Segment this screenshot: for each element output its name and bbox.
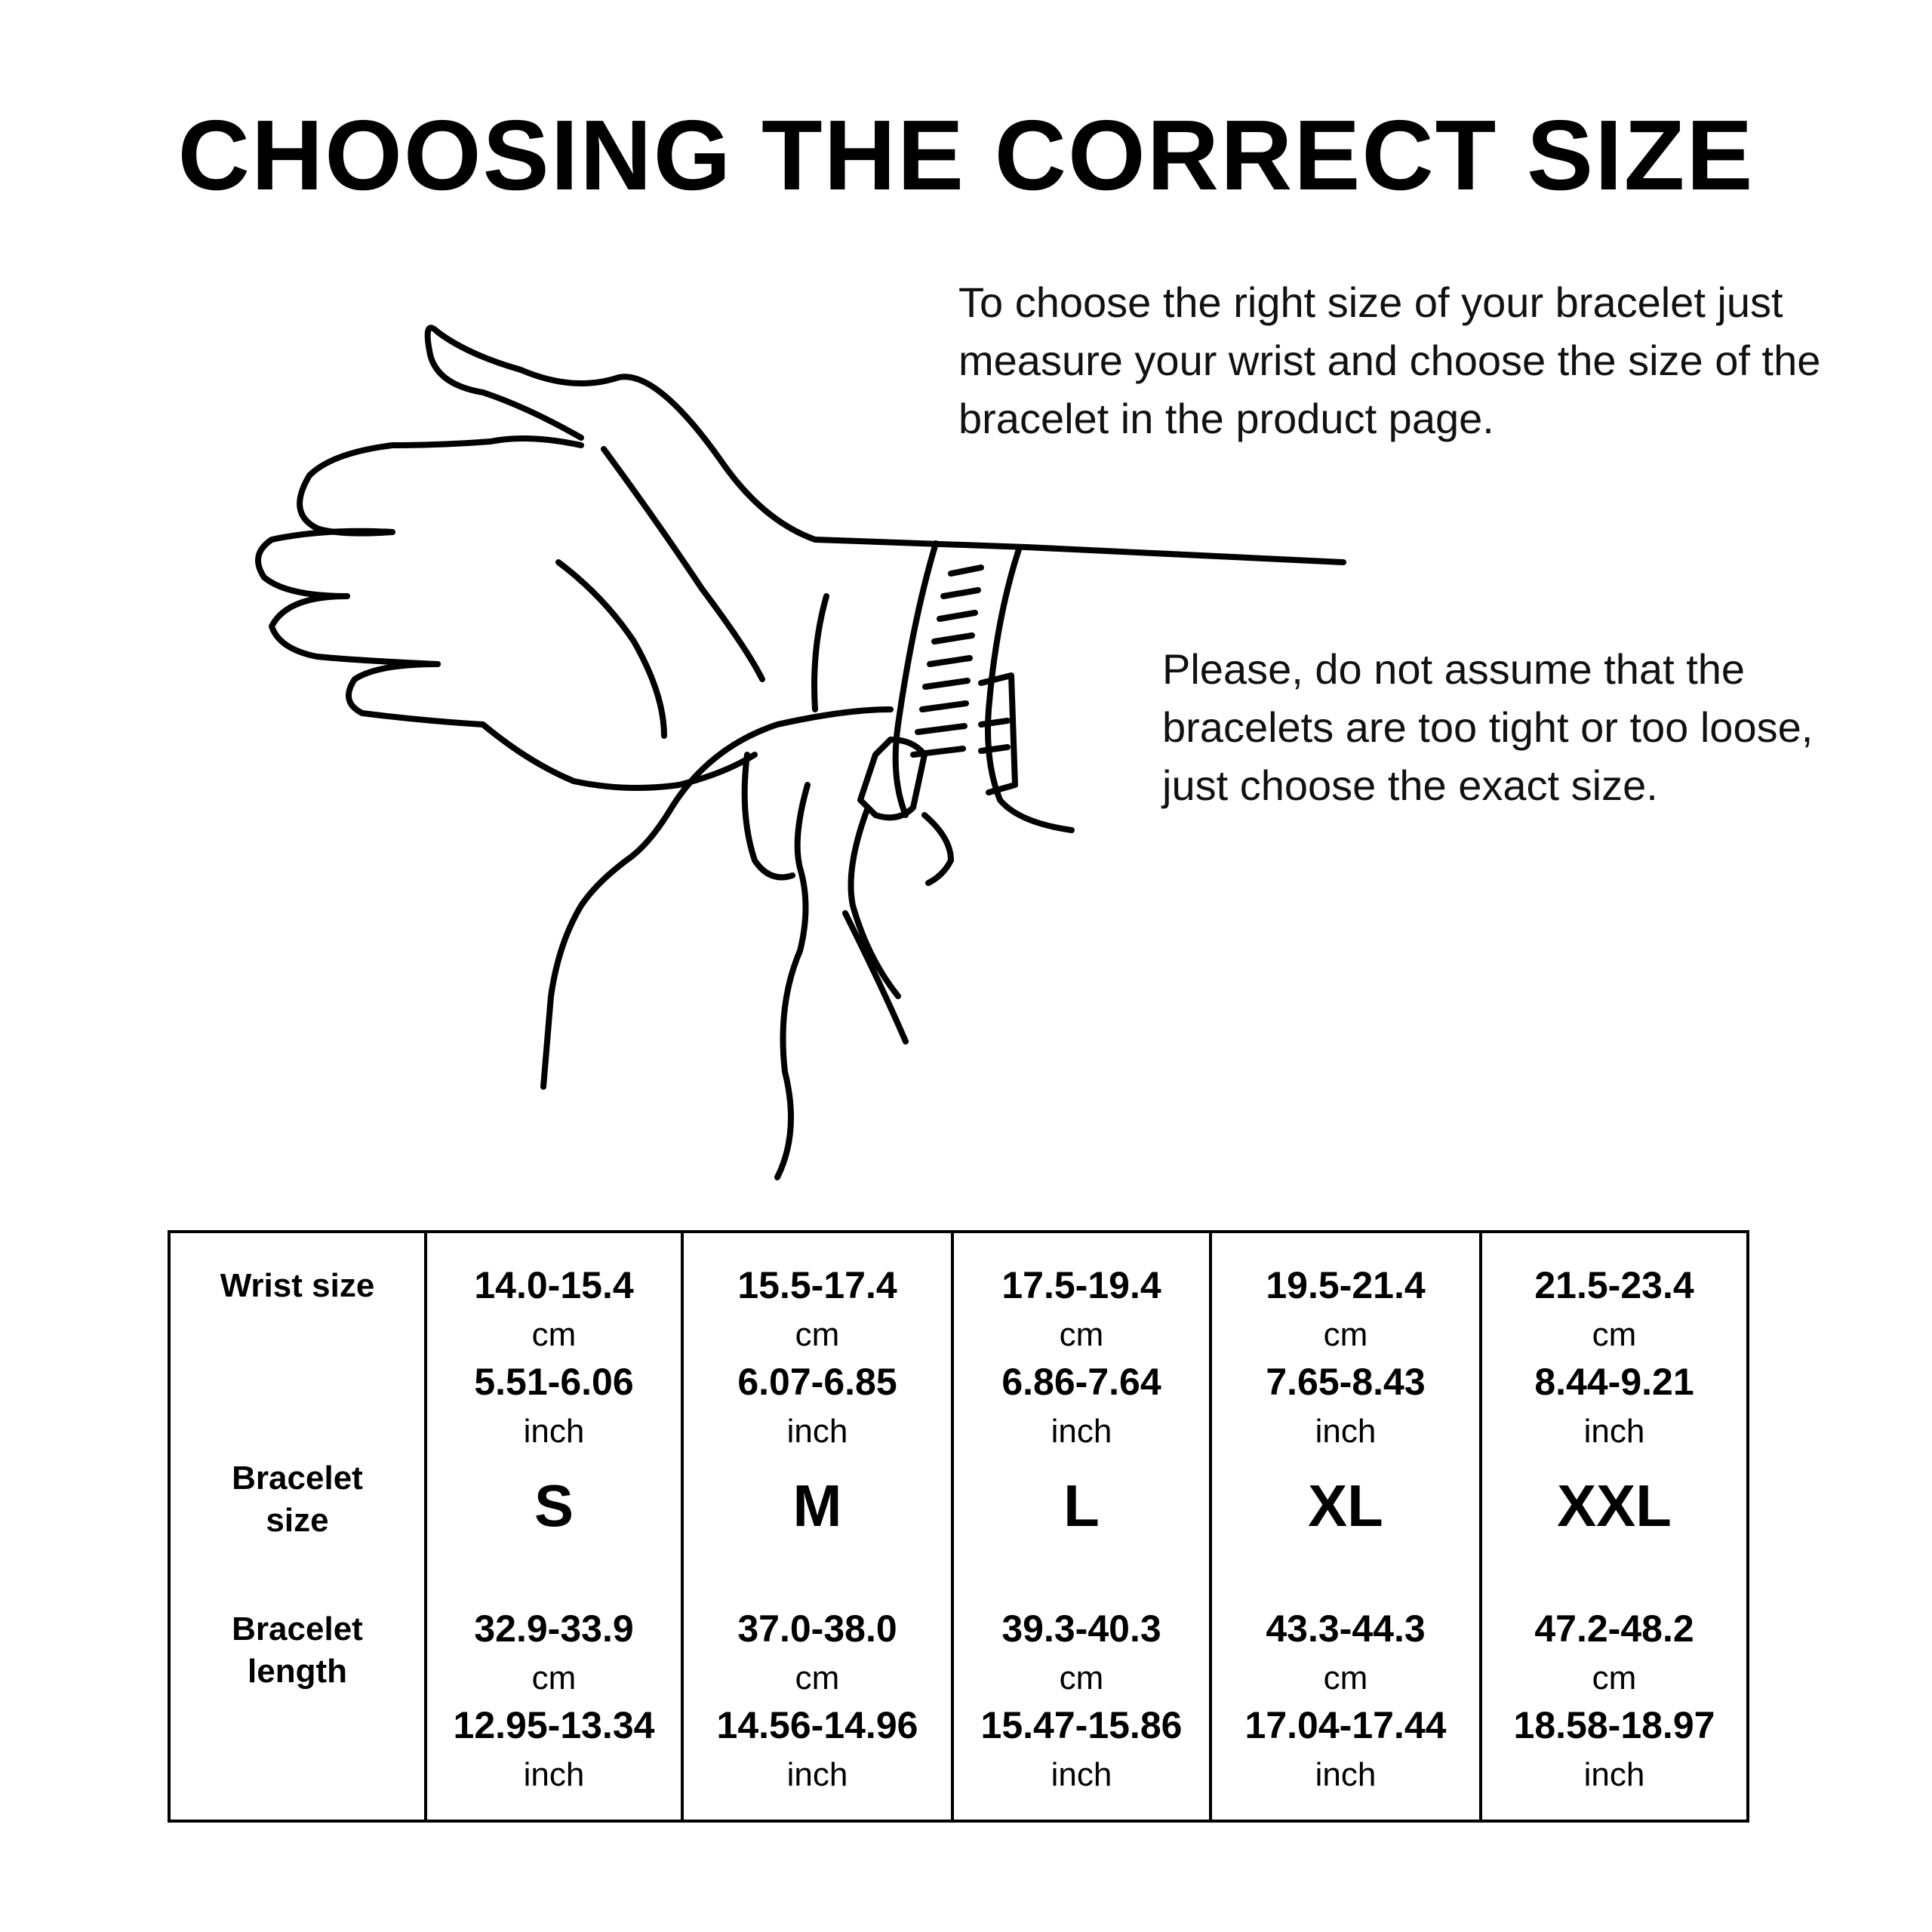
wrist-cm: 15.5-17.4 [737, 1264, 897, 1306]
inch-unit: inch [786, 1413, 848, 1450]
bracelet-length-header-line2: length [248, 1653, 347, 1690]
length-cm-unit: cm [1323, 1660, 1368, 1697]
size-column-xl [1211, 1232, 1481, 1821]
length-inch-unit: inch [523, 1756, 585, 1793]
bracelet-size: XXL [1557, 1472, 1672, 1539]
wrist-inch: 6.07-6.85 [737, 1361, 897, 1403]
cm-unit: cm [1592, 1316, 1637, 1353]
length-cm: 32.9-33.9 [474, 1607, 634, 1650]
bracelet-length-header-line1: Bracelet [232, 1611, 363, 1647]
cm-unit: cm [1059, 1316, 1104, 1353]
size-column-l [952, 1232, 1211, 1821]
wrist-size-header: Wrist size [220, 1267, 375, 1304]
length-inch-unit: inch [786, 1756, 848, 1793]
bracelet-size: S [534, 1472, 574, 1539]
size-column-m [682, 1232, 952, 1821]
length-cm-unit: cm [1059, 1660, 1104, 1697]
length-inch: 14.56-14.96 [716, 1704, 918, 1746]
bracelet-size-header-line2: size [266, 1502, 329, 1539]
length-cm-unit: cm [531, 1660, 577, 1697]
length-inch-unit: inch [1315, 1756, 1377, 1793]
table-row [169, 1232, 1748, 1821]
intro-text: To choose the right size of your bracelet just measure your wrist and choose the size of the bracelet in the product page. [958, 278, 1821, 442]
length-inch: 18.58-18.97 [1513, 1704, 1715, 1746]
size-column-xxl [1481, 1232, 1748, 1821]
wrist-cm: 17.5-19.4 [1001, 1264, 1161, 1306]
length-cm: 39.3-40.3 [1001, 1607, 1161, 1650]
wrist-inch: 8.44-9.21 [1534, 1361, 1694, 1403]
size-table [168, 1230, 1749, 1823]
bracelet-size: XL [1308, 1472, 1383, 1539]
wrist-inch: 6.86-7.64 [1001, 1361, 1161, 1403]
inch-unit: inch [1051, 1413, 1112, 1450]
length-inch: 17.04-17.44 [1244, 1704, 1447, 1746]
length-cm-unit: cm [795, 1660, 840, 1697]
inch-unit: inch [523, 1413, 585, 1450]
length-cm: 37.0-38.0 [737, 1607, 897, 1650]
cm-unit: cm [795, 1316, 840, 1353]
length-inch: 15.47-15.86 [980, 1704, 1183, 1746]
row-header-column [169, 1232, 426, 1821]
wrist-cm: 14.0-15.4 [474, 1264, 634, 1306]
length-inch-unit: inch [1051, 1756, 1112, 1793]
wrist-inch: 7.65-8.43 [1266, 1361, 1426, 1403]
hand-measuring-wrist-icon [249, 302, 1366, 1192]
cm-unit: cm [531, 1316, 577, 1353]
wrist-inch: 5.51-6.06 [474, 1361, 634, 1403]
bracelet-size: L [1063, 1472, 1100, 1539]
page-title: CHOOSING THE CORRECT SIZE [177, 100, 1755, 211]
length-inch-unit: inch [1583, 1756, 1645, 1793]
size-column-s [426, 1232, 682, 1821]
inch-unit: inch [1583, 1413, 1645, 1450]
wrist-cm: 21.5-23.4 [1534, 1264, 1694, 1306]
length-cm: 43.3-44.3 [1266, 1607, 1426, 1650]
note-text: Please, do not assume that the bracelets are too tight or too loose, just choose the exact size. [1162, 645, 1814, 809]
bracelet-size-header-line1: Bracelet [232, 1460, 363, 1497]
length-inch: 12.95-13.34 [453, 1704, 655, 1746]
length-cm: 47.2-48.2 [1534, 1607, 1694, 1650]
cm-unit: cm [1323, 1316, 1368, 1353]
length-cm-unit: cm [1592, 1660, 1637, 1697]
wrist-cm: 19.5-21.4 [1266, 1264, 1426, 1306]
inch-unit: inch [1315, 1413, 1377, 1450]
bracelet-size: M [792, 1472, 842, 1539]
